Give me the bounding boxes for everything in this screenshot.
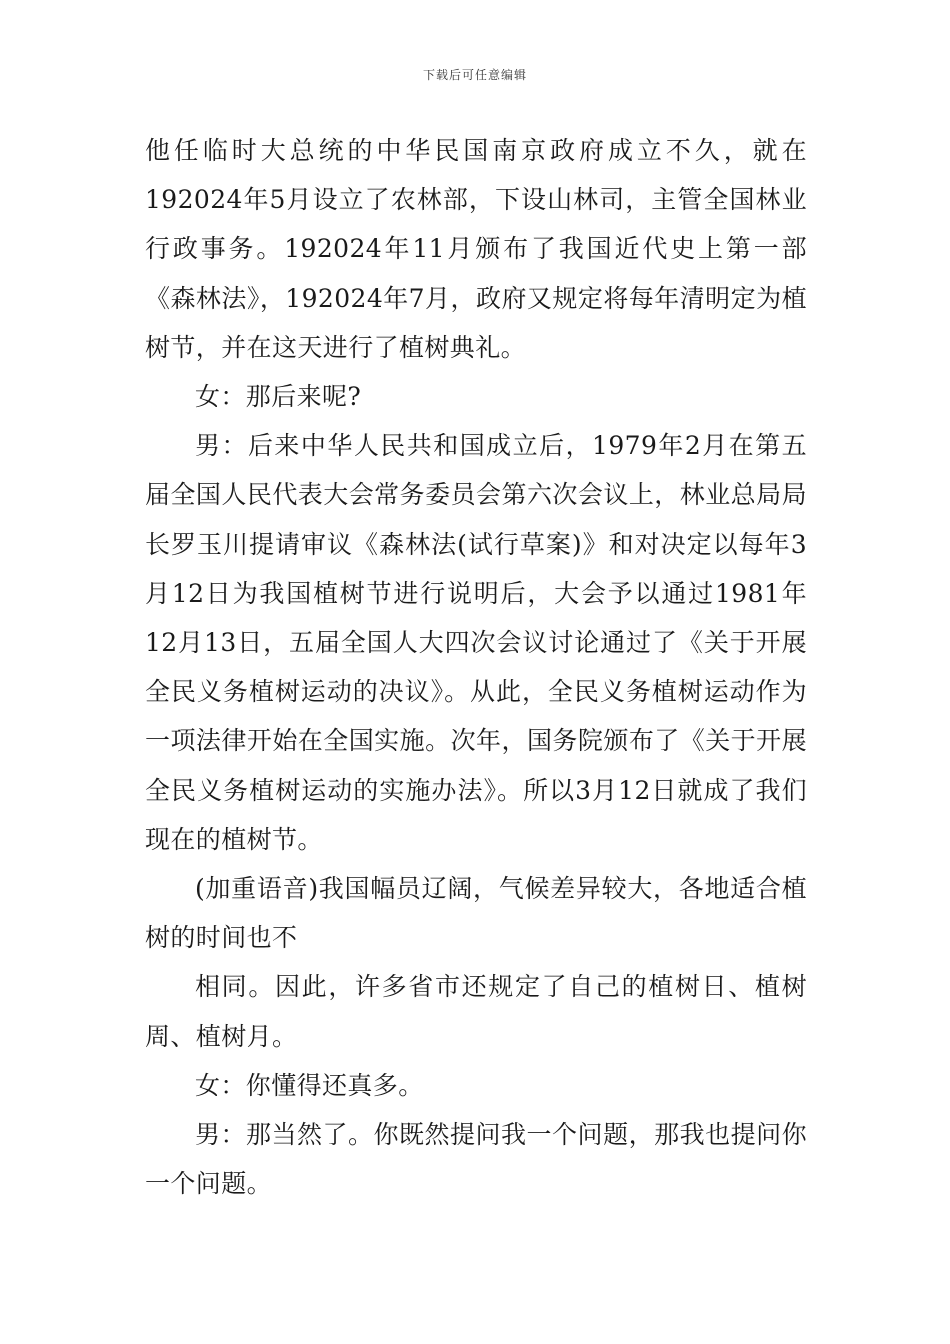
- paragraph-5: 相同。因此，许多省市还规定了自己的植树日、植树周、植树月。: [145, 972, 807, 1051]
- paragraph-6: 女：你懂得还真多。: [195, 1070, 424, 1100]
- paragraph-3: 男：后来中华人民共和国成立后，1979年2月在第五届全国人民代表大会常务委员会第六次会议上，林业总局局长罗玉川提请审议《森林法(试行草案)》和对决定以每年3月12日为我国植树节进行说明后，大会予以通过1981年12月13日，五届全国人大四次会议讨论通过了《关于开展全民义务植树运动的决议》。从此，全民义务植树运动作为一项法律开始在全国实施。次年，国务院颁布了《关于开展全民义务植树运动的实施办法》。所以3月12日就成了我们现在的植树节。: [145, 431, 807, 854]
- paragraph-2: 女：那后来呢?: [195, 382, 362, 412]
- paragraph-4: (加重语音)我国幅员辽阔，气候差异较大，各地适合植树的时间也不: [145, 874, 807, 953]
- header-note: 下载后可任意编辑: [422, 68, 527, 82]
- paragraph-7: 男：那当然了。你既然提问我一个问题，那我也提问你一个问题。: [145, 1120, 807, 1199]
- document-body: [145, 126, 807, 1208]
- paragraph-1: 他任临时大总统的中华民国南京政府成立不久，就在192024年5月设立了农林部，下设山林司，主管全国林业行政事务。192024年11月颁布了我国近代史上第一部《森林法》，192024年7月，政府又规定将每年清明定为植树节，并在这天进行了植树典礼。: [145, 136, 807, 362]
